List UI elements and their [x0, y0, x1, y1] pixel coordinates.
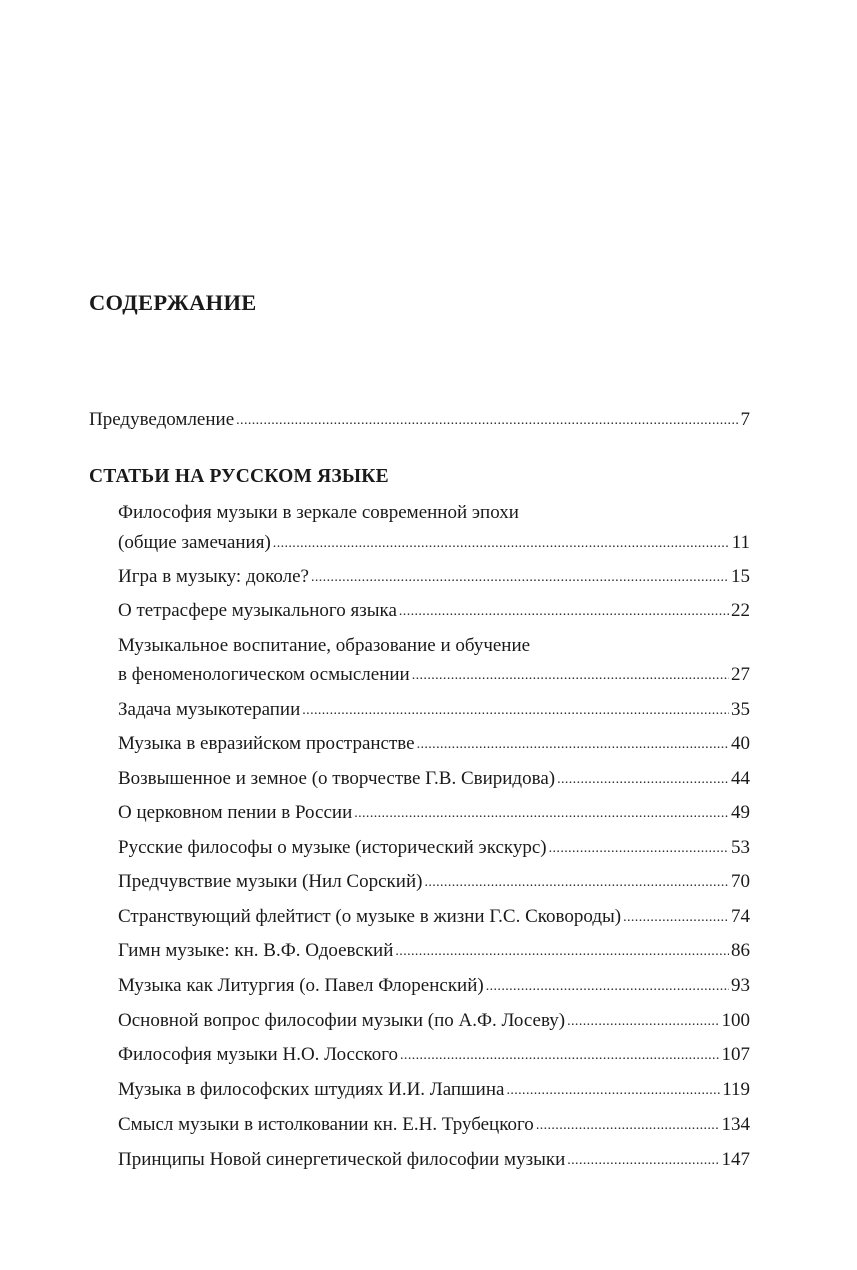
toc-entry[interactable] — [118, 531, 750, 557]
toc-entry-label: Основной вопрос философии музыки (по А.Ф. Лосеву) — [118, 1010, 566, 1031]
toc-entry-label: Смысл музыки в истолковании кн. Е.Н. Трубецкого — [118, 1114, 534, 1135]
dot-leader — [354, 800, 729, 826]
toc-entry[interactable] — [118, 870, 750, 896]
toc-page-number: 40 — [731, 733, 750, 754]
dot-leader — [424, 869, 729, 895]
toc-entry-label: Возвышенное и земное (о творчестве Г.В. Свиридова) — [118, 768, 556, 789]
toc-entry[interactable] — [118, 767, 750, 793]
dot-leader — [536, 1112, 720, 1138]
toc-page-number: 70 — [731, 871, 750, 892]
toc-entry[interactable] — [118, 905, 750, 931]
toc-entry[interactable] — [118, 599, 750, 625]
dot-leader — [311, 564, 729, 590]
toc-entry-label: в феноменологическом осмыслении — [118, 664, 410, 685]
toc-entry-label: Странствующий флейтист (о музыке в жизни Г.С. Сковороды) — [118, 906, 622, 927]
toc-page-number: 27 — [731, 664, 750, 685]
toc-page-number: 22 — [731, 600, 750, 621]
toc-entry-label: Игра в музыку: доколе? — [118, 566, 309, 587]
toc-entry-label: Музыка в философских штудиях И.И. Лапшина — [118, 1079, 505, 1100]
toc-page-number: 49 — [731, 802, 750, 823]
dot-leader — [412, 662, 729, 688]
dot-leader — [623, 904, 729, 930]
dot-leader — [417, 731, 729, 757]
section-heading: СТАТЬИ НА РУССКОМ ЯЗЫКЕ — [89, 466, 389, 487]
toc-entry[interactable] — [118, 836, 750, 862]
toc-entry[interactable] — [118, 1043, 750, 1069]
toc-page-number: 134 — [721, 1114, 750, 1135]
toc-entry[interactable] — [118, 974, 750, 1000]
toc-page-number: 35 — [731, 699, 750, 720]
dot-leader — [302, 697, 729, 723]
dot-leader — [399, 598, 729, 624]
toc-entry-label: (общие замечания) — [118, 532, 271, 553]
toc-page-number: 147 — [721, 1149, 750, 1170]
toc-entry-label: О тетрасфере музыкального языка — [118, 600, 397, 621]
toc-page-number: 100 — [721, 1010, 750, 1031]
toc-entry-label: Предчувствие музыки (Нил Сорский) — [118, 871, 423, 892]
toc-entry-label: Философия музыки Н.О. Лосского — [118, 1044, 399, 1065]
toc-entry-preface[interactable] — [89, 408, 750, 434]
toc-entry-first-line: Философия музыки в зеркале современной эпохи — [118, 502, 519, 523]
toc-entry[interactable] — [118, 1009, 750, 1035]
toc-page-number: 7 — [740, 409, 750, 430]
dot-leader — [557, 766, 729, 792]
toc-entry-label: Предуведомление — [89, 409, 235, 430]
toc-page-number: 11 — [731, 532, 750, 553]
toc-entry[interactable] — [118, 1113, 750, 1139]
dot-leader — [400, 1042, 719, 1068]
toc-page-number: 74 — [731, 906, 750, 927]
page-title: СОДЕРЖАНИЕ — [89, 290, 257, 315]
toc-entry-label: Музыка как Литургия (о. Павел Флоренский) — [118, 975, 484, 996]
toc-entry-first-line: Музыкальное воспитание, образование и обучение — [118, 635, 531, 656]
toc-page-number: 107 — [721, 1044, 750, 1065]
dot-leader — [567, 1147, 719, 1173]
dot-leader — [567, 1008, 719, 1034]
toc-page-number: 44 — [731, 768, 750, 789]
toc-entry[interactable] — [118, 1078, 750, 1104]
toc-entry-label: Принципы Новой синергетической философии музыки — [118, 1149, 566, 1170]
toc-entry[interactable] — [118, 1148, 750, 1174]
toc-page-number: 86 — [731, 940, 750, 961]
toc-entry-label: О церковном пении в России — [118, 802, 353, 823]
dot-leader — [506, 1077, 720, 1103]
toc-entry[interactable] — [118, 939, 750, 965]
dot-leader — [236, 407, 738, 433]
toc-page-number: 53 — [731, 837, 750, 858]
toc-entry[interactable] — [118, 698, 750, 724]
toc-entry[interactable] — [118, 565, 750, 591]
toc-entry-label: Задача музыкотерапии — [118, 699, 301, 720]
dot-leader — [273, 530, 730, 556]
dot-leader — [395, 938, 729, 964]
toc-entry[interactable] — [118, 732, 750, 758]
toc-entry[interactable] — [118, 801, 750, 827]
toc-entry-label: Русские философы о музыке (исторический экскурс) — [118, 837, 547, 858]
toc-entry[interactable] — [118, 663, 750, 689]
toc-page-number: 93 — [731, 975, 750, 996]
toc-page-number: 15 — [731, 566, 750, 587]
dot-leader — [486, 973, 729, 999]
toc-page-number: 119 — [722, 1079, 750, 1100]
dot-leader — [549, 835, 729, 861]
toc-entry-label: Музыка в евразийском пространстве — [118, 733, 415, 754]
toc-entry-label: Гимн музыке: кн. В.Ф. Одоевский — [118, 940, 394, 961]
